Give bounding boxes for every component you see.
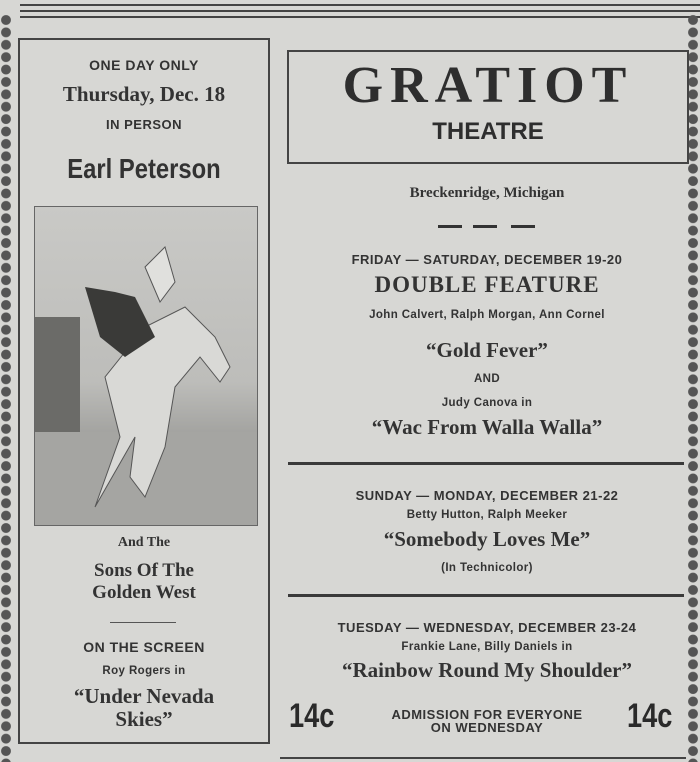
left-dotted-border (0, 14, 12, 762)
screen-film-line2: Skies” (115, 707, 173, 731)
group-name-line2: Golden West (92, 582, 196, 603)
top-rule (20, 4, 700, 6)
theatre-title-box (287, 50, 689, 164)
program2-film: “Somebody Loves Me” (383, 527, 591, 551)
program2-note: (In Technicolor) (441, 562, 533, 574)
dash (438, 225, 462, 228)
group-name-line1: Sons Of The (94, 560, 194, 581)
price-right: 14c (627, 697, 673, 735)
top-rule (20, 10, 700, 12)
rearing-horse-image (35, 207, 257, 525)
left-panel (18, 38, 270, 744)
theatre-subtitle: THEATRE (432, 118, 544, 145)
dash (473, 225, 497, 228)
in-person: IN PERSON (105, 117, 182, 132)
section-rule (288, 462, 684, 465)
dash (511, 225, 535, 228)
performer-name: Earl Peterson (67, 153, 221, 184)
divider (110, 622, 176, 623)
program2-dates: SUNDAY — MONDAY, DECEMBER 21-22 (355, 488, 619, 503)
admission-line2: ON WEDNESDAY (430, 720, 544, 735)
one-day-only: ONE DAY ONLY (89, 57, 199, 73)
and-the: And The (117, 535, 171, 550)
bottom-rule (280, 757, 686, 759)
program1-film1: “Gold Fever” (426, 338, 548, 362)
program2-cast: Betty Hutton, Ralph Meeker (406, 509, 568, 521)
on-the-screen: ON THE SCREEN (83, 639, 205, 655)
program3-cast: Frankie Lane, Billy Daniels in (401, 641, 573, 653)
program1-dates: FRIDAY — SATURDAY, DECEMBER 19-20 (351, 252, 623, 267)
program1-and: AND (473, 373, 501, 385)
program1-cast1: John Calvert, Ralph Morgan, Ann Cornel (369, 309, 605, 321)
top-rule (20, 16, 700, 18)
program1-cast2: Judy Canova in (441, 397, 533, 409)
location: Breckenridge, Michigan (409, 185, 565, 201)
theatre-name: GRATIOT (342, 57, 634, 114)
event-date: Thursday, Dec. 18 (62, 82, 226, 106)
screen-film-line1: “Under Nevada (73, 684, 215, 708)
program3-dates: TUESDAY — WEDNESDAY, DECEMBER 23-24 (337, 620, 637, 635)
program1-film2: “Wac From Walla Walla” (371, 415, 603, 439)
program3-film: “Rainbow Round My Shoulder” (342, 658, 632, 682)
price-left: 14c (289, 697, 335, 735)
screen-star: Roy Rogers in (102, 665, 186, 677)
cowboy-photo (34, 206, 258, 526)
section-rule (288, 594, 684, 597)
program1-headline: DOUBLE FEATURE (374, 272, 600, 297)
admission-line1: ADMISSION FOR EVERYONE (391, 707, 583, 722)
